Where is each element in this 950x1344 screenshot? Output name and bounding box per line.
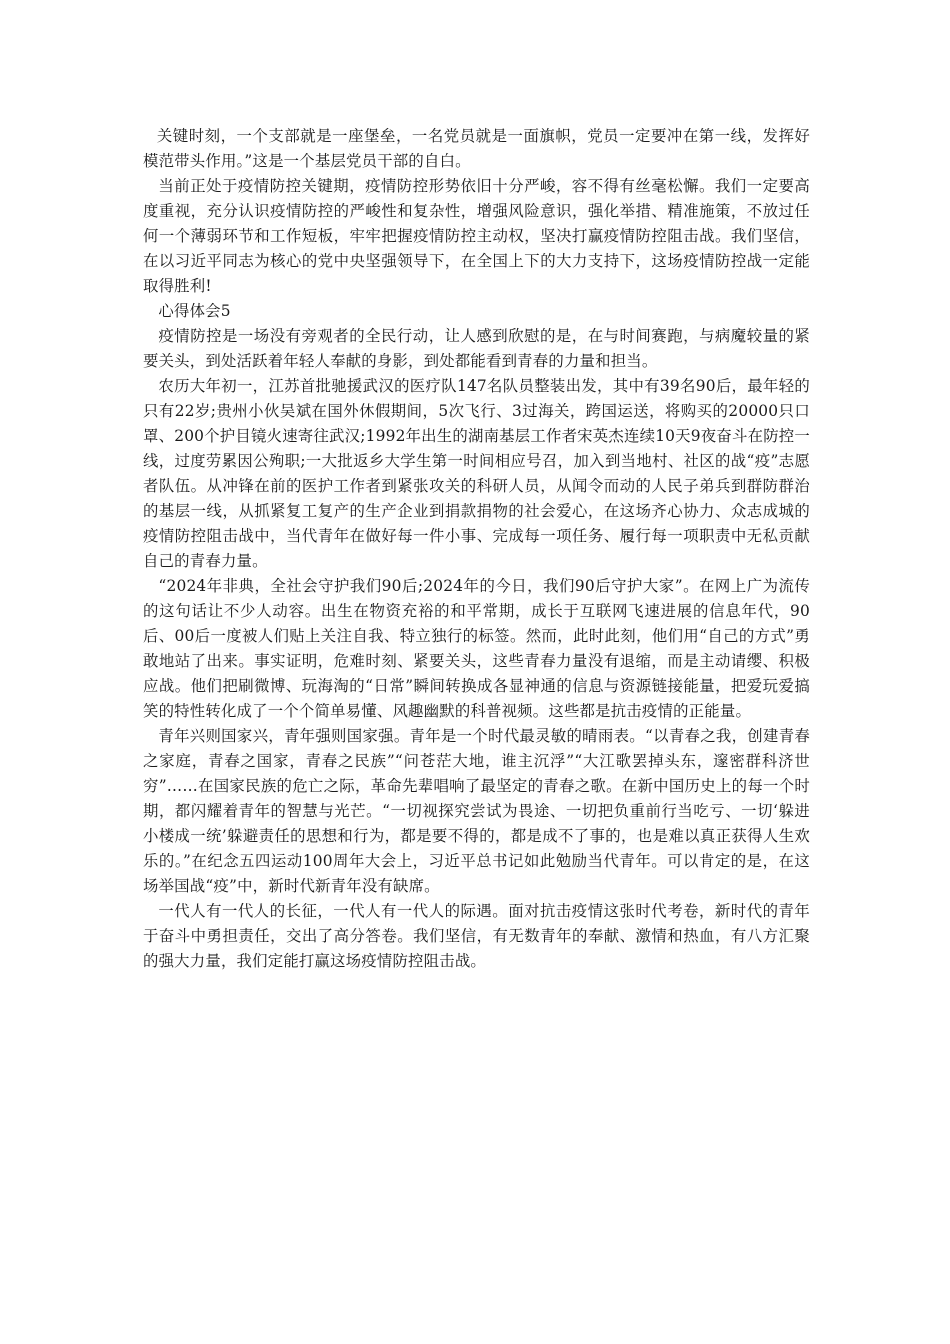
paragraph-new-year-medical-team: 农历大年初一，江苏首批驰援武汉的医疗队147名队员整装出发，其中有39名90后，最年轻的只有22岁;贵州小伙吴斌在国外休假期间，5次飞行、3过海关，跨国运送，将购买的20000只口罩、200个护目镜火速寄往武汉;1992年出生的湖南基层工作者宋英杰连续10天9夜奋斗在防控一线，过度劳累因公殉职;一大批返乡大学生第一时间相应号召，加入到当地村、社区的战“疫”志愿者队伍。从冲锋在前的医护工作者到紧张攻关的科研人员，从闻令而动的人民子弟兵到群防群治的基层一线，从抓紧复工复产的生产企业到捐款捐物的社会爱心，在这场齐心协力、众志成城的疫情防控阻击战中，当代青年在做好每一件小事、完成每一项任务、履行每一项职责中无私贡献自己的青春力量。 (143, 377, 810, 570)
paragraph-youth-role: 疫情防控是一场没有旁观者的全民行动，让人感到欣慰的是，在与时间赛跑，与病魔较量的紧要关头，到处活跃着年轻人奉献的身影，到处都能看到青春的力量和担当。 (143, 327, 810, 370)
paragraph-branch-fortress: 关键时刻，一个支部就是一座堡垒，一名党员就是一面旗帜，党员一定要冲在第一线，发挥好模范带头作用。”这是一个基层党员干部的自白。 (143, 127, 810, 170)
document-body (143, 124, 810, 974)
paragraph-90s-generation: “2024年非典，全社会守护我们90后;2024年的今日，我们90后守护大家”。在网上广为流传的这句话让不少人动容。出生在物资充裕的和平常期，成长于互联网飞速进展的信息年代，90后、00后一度被人们贴上关注自我、特立独行的标签。然而，此时此刻，他们用“自己的方式”勇敢地站了出来。事实证明，危难时刻、紧要关头，这些青春力量没有退缩，而是主动请缨、积极应战。他们把刷微博、玩海淘的“日常”瞬间转换成各显神通的信息与资源链接能量，把爱玩爱搞笑的特性转化成了一个个简单易懂、风趣幽默的科普视频。这些都是抗击疫情的正能量。 (143, 577, 810, 720)
paragraph-youth-nation: 青年兴则国家兴，青年强则国家强。青年是一个时代最灵敏的晴雨表。“以青春之我，创建青春之家庭，青春之国家，青春之民族”“问苍茫大地，谁主沉浮”“大江歌罢掉头东，邃密群科济世穷”……在国家民族的危亡之际，革命先辈唱响了最坚定的青春之歌。在新中国历史上的每一个时期，都闪耀着青年的智慧与光芒。“一切视探究尝试为畏途、一切把负重前行当吃亏、一切‘躲进小楼成一统’躲避责任的思想和行为，都是要不得的，都是成不了事的，也是难以真正获得人生欢乐的。”在纪念五四运动100周年大会上，习近平总书记如此勉励当代青年。可以肯定的是，在这场举国战“疫”中，新时代新青年没有缺席。 (143, 727, 810, 895)
paragraph-epidemic-control-critical: 当前正处于疫情防控关键期，疫情防控形势依旧十分严峻，容不得有丝毫松懈。我们一定要高度重视，充分认识疫情防控的严峻性和复杂性，增强风险意识，强化举措、精准施策，不放过任何一个薄弱环节和工作短板，牢牢把握疫情防控主动权，坚决打赢疫情防控阻击战。我们坚信，在以习近平同志为核心的党中央坚强领导下，在全国上下的大力支持下，这场疫情防控战一定能取得胜利! (143, 177, 810, 295)
section-heading-reflection-5: 心得体会5 (158, 302, 231, 320)
paragraph-generation-long-march: 一代人有一代人的长征，一代人有一代人的际遇。面对抗击疫情这张时代考卷，新时代的青年于奋斗中勇担责任，交出了高分答卷。我们坚信，有无数青年的奉献、激情和热血，有八方汇聚的强大力量，我们定能打赢这场疫情防控阻击战。 (143, 902, 810, 970)
